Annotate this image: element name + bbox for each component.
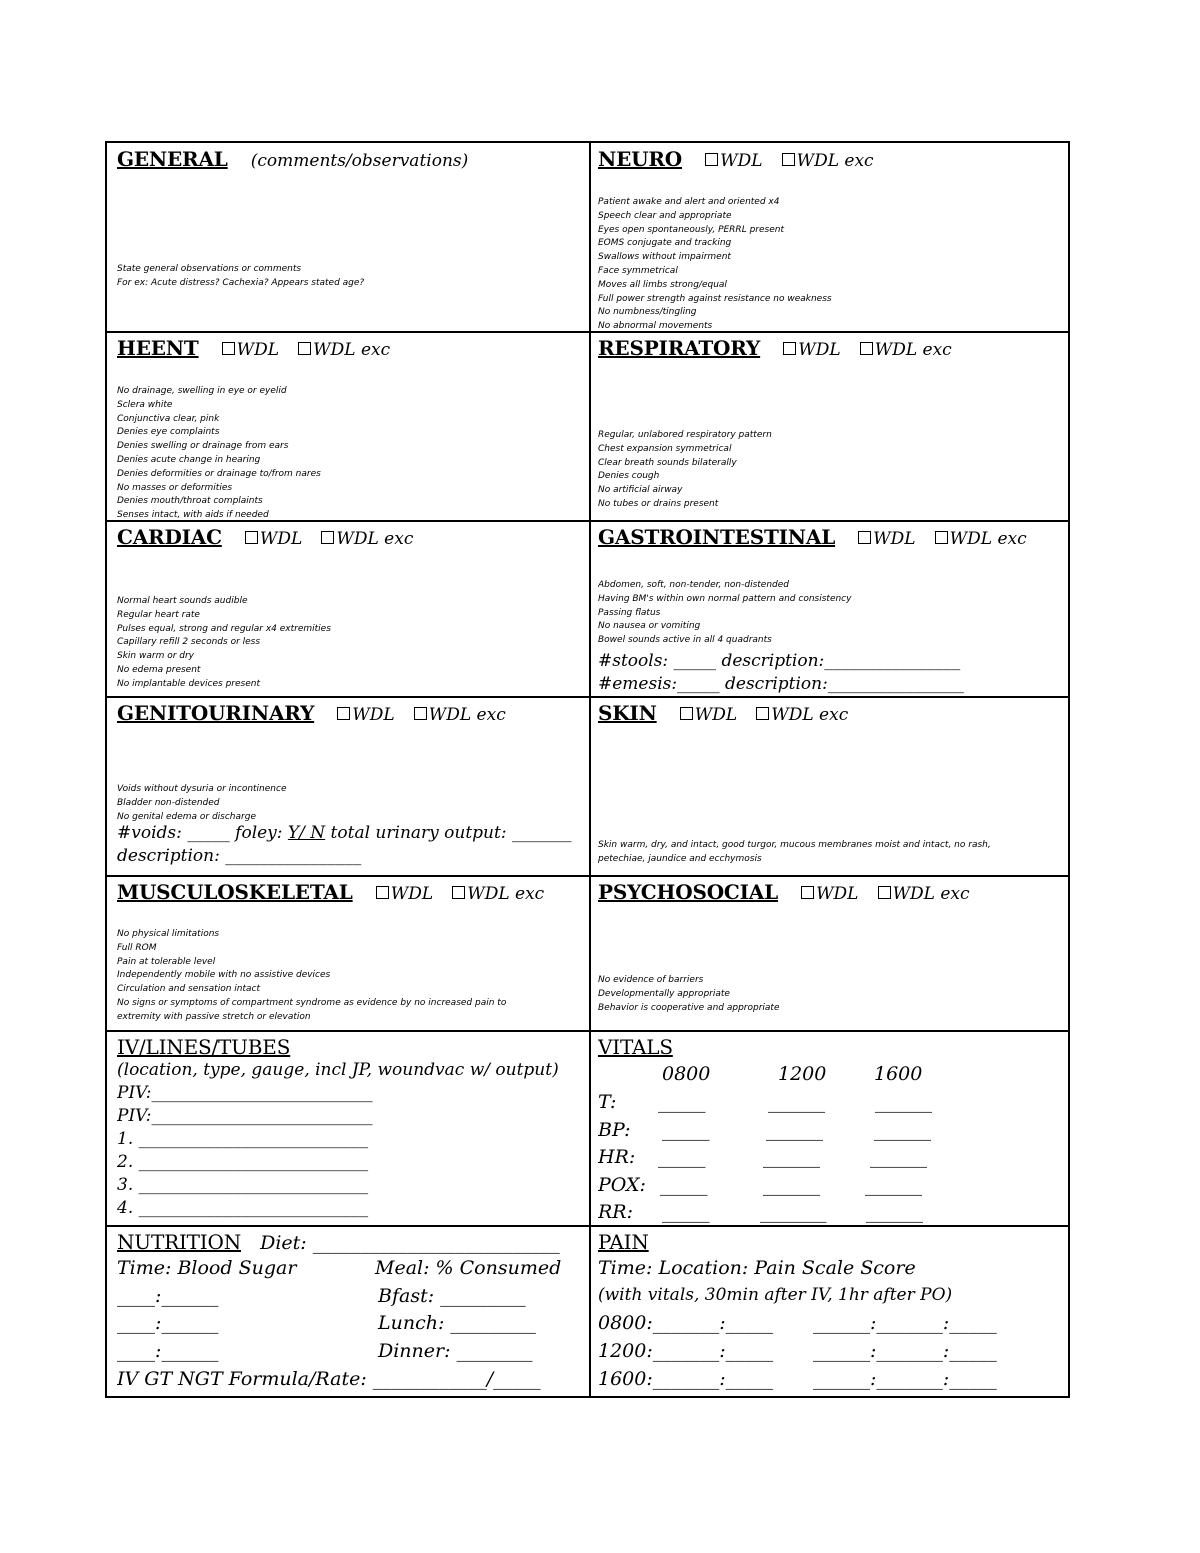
- cardiac-guidance: [117, 595, 331, 692]
- guidance-line: extremity with passive stretch or elevation: [117, 1011, 311, 1022]
- guidance-line: EOMS conjugate and tracking: [598, 238, 732, 249]
- vitals-field[interactable]: ______: [865, 1174, 922, 1196]
- gu-section: [117, 701, 582, 874]
- neuro-wdl-exc-checkbox[interactable]: WDL exc: [782, 151, 874, 171]
- skin-wdl-checkbox[interactable]: WDL: [680, 705, 737, 725]
- vitals-field[interactable]: _____: [662, 1201, 710, 1223]
- guidance-line: Speech clear and appropriate: [598, 210, 732, 221]
- gu-output-fields[interactable]: [117, 822, 571, 868]
- cardiac-section: [117, 525, 582, 695]
- respiratory-wdl-exc-checkbox[interactable]: WDL exc: [860, 340, 952, 360]
- psych-title: PSYCHOSOCIAL: [598, 880, 778, 904]
- gi-guidance: [598, 579, 851, 648]
- iv-lines[interactable]: [117, 1059, 582, 1220]
- row-divider: [107, 1030, 1068, 1032]
- guidance-line: No genital edema or discharge: [117, 811, 256, 822]
- psych-section: [598, 880, 1063, 1029]
- guidance-line: Independently mobile with no assistive devices: [117, 970, 331, 981]
- guidance-line: Having BM's within own normal pattern and consistency: [598, 593, 852, 604]
- guidance-line: Full power strength against resistance no weakness: [598, 293, 832, 304]
- guidance-line: Eyes open spontaneously, PERRL present: [598, 224, 784, 235]
- guidance-line: Pain at tolerable level: [117, 956, 216, 967]
- guidance-line: No masses or deformities: [117, 482, 233, 493]
- pain-title: PAIN: [598, 1230, 649, 1254]
- pain-entry-field[interactable]: 1600:_______:_____: [598, 1368, 774, 1390]
- psych-guidance: [598, 974, 780, 1015]
- guidance-line: No evidence of barriers: [598, 975, 704, 985]
- diet-field[interactable]: Diet: __________________________: [260, 1232, 560, 1254]
- vitals-label: BP:: [598, 1119, 631, 1141]
- row-divider: [107, 875, 1068, 877]
- guidance-line: Patient awake and alert and oriented x4: [598, 197, 780, 207]
- guidance-line: No numbness/tingling: [598, 307, 697, 318]
- neuro-section: [598, 147, 1063, 329]
- cardiac-wdl-checkbox[interactable]: WDL: [245, 529, 302, 549]
- psych-wdl-exc-checkbox[interactable]: WDL exc: [878, 884, 970, 904]
- vitals-field[interactable]: ______: [875, 1091, 932, 1113]
- guidance-line: Voids without dysuria or incontinence: [117, 784, 287, 794]
- gi-wdl-checkbox[interactable]: WDL: [858, 529, 915, 549]
- guidance-line: No signs or symptoms of compartment syndrome as evidence by no increased pain to: [117, 997, 507, 1008]
- heent-wdl-exc-checkbox[interactable]: WDL exc: [298, 340, 390, 360]
- vitals-section: [598, 1035, 1063, 1224]
- guidance-line: No nausea or vomiting: [598, 621, 701, 632]
- guidance-line: No physical limitations: [117, 929, 220, 939]
- guidance-line: Skin warm or dry: [117, 651, 195, 662]
- guidance-line: Passing flatus: [598, 607, 661, 618]
- guidance-line: Regular heart rate: [117, 609, 200, 620]
- pain-entry-field[interactable]: 1200:_______:_____: [598, 1340, 774, 1362]
- guidance-line: No implantable devices present: [117, 678, 260, 689]
- guidance-line: petechiae, jaundice and ecchymosis: [598, 853, 762, 864]
- general-section: [117, 147, 582, 329]
- guidance-line: No edema present: [117, 664, 201, 675]
- skin-section: [598, 701, 1063, 874]
- vitals-field[interactable]: _____: [658, 1091, 706, 1113]
- pain-entry-field[interactable]: 0800:_______:_____: [598, 1312, 774, 1334]
- gi-section: [598, 525, 1063, 695]
- voids-field[interactable]: #voids: _____ foley: Y/ N total urinary output: _______: [117, 823, 572, 843]
- heent-guidance: [117, 385, 321, 519]
- pain-section: [598, 1230, 1063, 1396]
- blood-sugar-field[interactable]: ____:______: [117, 1285, 219, 1307]
- msk-wdl-checkbox[interactable]: WDL: [376, 884, 433, 904]
- guidance-line: Sclera white: [117, 399, 173, 410]
- vitals-label: POX:: [598, 1174, 646, 1196]
- pain-header: Time: Location: Pain Scale Score: [598, 1257, 916, 1279]
- vitals-time: 1200: [778, 1063, 827, 1085]
- gu-description-field[interactable]: description: ________________: [117, 846, 362, 866]
- neuro-wdl-checkbox[interactable]: WDL: [705, 151, 762, 171]
- vitals-field[interactable]: ______: [768, 1091, 825, 1113]
- guidance-line: Moves all limbs strong/equal: [598, 279, 727, 290]
- msk-title: MUSCULOSKELETAL: [117, 880, 353, 904]
- cardiac-title: CARDIAC: [117, 525, 222, 549]
- guidance-line: Chest expansion symmetrical: [598, 443, 732, 454]
- vitals-label: HR:: [598, 1146, 636, 1168]
- foley-yn[interactable]: Y/ N: [287, 823, 326, 843]
- blood-sugar-field[interactable]: ____:______: [117, 1340, 219, 1362]
- gu-wdl-checkbox[interactable]: WDL: [337, 705, 394, 725]
- vitals-field[interactable]: _____: [660, 1174, 708, 1196]
- nutrition-title: NUTRITION: [117, 1230, 241, 1254]
- guidance-line: No tubes or drains present: [598, 498, 719, 509]
- meal-header: Meal: % Consumed: [375, 1257, 562, 1279]
- guidance-line: Behavior is cooperative and appropriate: [598, 1002, 780, 1013]
- row-divider: [107, 696, 1068, 698]
- guidance-line: Denies swelling or drainage from ears: [117, 441, 289, 452]
- neuro-title: NEURO: [598, 147, 683, 171]
- pain-entry-field[interactable]: ______:_______:_____: [813, 1312, 997, 1334]
- guidance-line: Regular, unlabored respiratory pattern: [598, 430, 772, 440]
- emesis-field[interactable]: #emesis:_____ description:________________: [598, 674, 964, 694]
- guidance-line: Circulation and sensation intact: [117, 984, 261, 995]
- guidance-line: Denies mouth/throat complaints: [117, 496, 263, 507]
- gi-output-fields[interactable]: [598, 650, 964, 695]
- guidance-line: Conjunctiva clear, pink: [117, 413, 220, 424]
- formula-rate-field[interactable]: IV GT NGT Formula/Rate: ____________/_____: [117, 1368, 541, 1390]
- guidance-line: Normal heart sounds audible: [117, 596, 248, 606]
- iv-line-field[interactable]: 3. ___________________________: [117, 1175, 369, 1195]
- iv-line-field[interactable]: PIV:__________________________: [117, 1106, 373, 1126]
- guidance-line: Denies cough: [598, 471, 660, 482]
- vitals-label: RR:: [598, 1201, 634, 1223]
- guidance-line: Denies deformities or drainage to/from nares: [117, 468, 321, 479]
- vitals-field[interactable]: ______: [870, 1146, 927, 1168]
- general-title: GENERAL: [117, 147, 228, 171]
- general-note: (comments/observations): [250, 151, 469, 171]
- nutrition-section: [117, 1230, 582, 1396]
- iv-line-field[interactable]: 4. ___________________________: [117, 1198, 369, 1218]
- vitals-field[interactable]: ______: [763, 1174, 820, 1196]
- heent-section: [117, 336, 582, 519]
- iv-title: IV/LINES/TUBES: [117, 1035, 291, 1059]
- meal-field[interactable]: Dinner: ________: [378, 1340, 533, 1362]
- guidance-line: Pulses equal, strong and regular x4 extremities: [117, 623, 331, 634]
- vitals-label: T:: [598, 1091, 617, 1113]
- skin-wdl-exc-checkbox[interactable]: WDL exc: [756, 705, 848, 725]
- guidance-line: Bladder non-distended: [117, 797, 220, 808]
- blood-sugar-field[interactable]: ____:______: [117, 1312, 219, 1334]
- vitals-field[interactable]: ______: [874, 1119, 931, 1141]
- guidance-line: Skin warm, dry, and intact, good turgor, mucous membranes moist and intact, no rash,: [598, 840, 991, 850]
- vitals-field[interactable]: _____: [662, 1119, 710, 1141]
- guidance-line: Abdomen, soft, non-tender, non-distended: [598, 580, 790, 590]
- iv-line-field[interactable]: 2. ___________________________: [117, 1152, 369, 1172]
- pain-note: (with vitals, 30min after IV, 1hr after PO): [598, 1285, 953, 1305]
- pain-entry-field[interactable]: ______:_______:_____: [813, 1368, 997, 1390]
- guidance-line: No abnormal movements: [598, 321, 713, 329]
- gu-wdl-exc-checkbox[interactable]: WDL exc: [414, 705, 506, 725]
- vitals-field[interactable]: _______: [760, 1201, 827, 1223]
- msk-guidance: [117, 928, 506, 1025]
- pain-entry-field[interactable]: ______:_______:_____: [813, 1340, 997, 1362]
- stools-field[interactable]: #stools: _____ description:________________: [598, 651, 961, 671]
- gi-wdl-exc-checkbox[interactable]: WDL exc: [935, 529, 1027, 549]
- vitals-field[interactable]: ______: [866, 1201, 923, 1223]
- msk-section: [117, 880, 582, 1029]
- guidance-line: For ex: Acute distress? Cachexia? Appears stated age?: [117, 277, 365, 288]
- meal-field[interactable]: Bfast: _________: [378, 1285, 526, 1307]
- guidance-line: Bowel sounds active in all 4 quadrants: [598, 635, 772, 646]
- guidance-line: Denies eye complaints: [117, 427, 220, 438]
- heent-wdl-checkbox[interactable]: WDL: [222, 340, 279, 360]
- respiratory-guidance: [598, 429, 772, 512]
- vitals-field[interactable]: ______: [763, 1146, 820, 1168]
- msk-wdl-exc-checkbox[interactable]: WDL exc: [452, 884, 544, 904]
- iv-line-field[interactable]: PIV:__________________________: [117, 1083, 373, 1103]
- guidance-line: Swallows without impairment: [598, 252, 731, 263]
- assessment-form: [105, 141, 1070, 1398]
- row-divider: [107, 520, 1068, 522]
- guidance-line: Senses intact, with aids if needed: [117, 510, 269, 519]
- guidance-line: Full ROM: [117, 942, 157, 953]
- row-divider: [107, 1225, 1068, 1227]
- blood-sugar-header: Time: Blood Sugar: [117, 1257, 297, 1279]
- skin-guidance: [598, 839, 991, 867]
- cardiac-wdl-exc-checkbox[interactable]: WDL exc: [321, 529, 413, 549]
- vitals-time: 0800: [662, 1063, 711, 1085]
- respiratory-section: [598, 336, 1063, 519]
- iv-note: (location, type, gauge, incl JP, woundvac w/ output): [117, 1060, 559, 1080]
- vitals-title: VITALS: [598, 1035, 673, 1059]
- guidance-line: Capillary refill 2 seconds or less: [117, 637, 261, 648]
- gu-title: GENITOURINARY: [117, 701, 315, 725]
- guidance-line: No drainage, swelling in eye or eyelid: [117, 386, 287, 396]
- guidance-line: State general observations or comments: [117, 264, 302, 274]
- row-divider: [107, 331, 1068, 333]
- guidance-line: Developmentally appropriate: [598, 988, 730, 999]
- respiratory-wdl-checkbox[interactable]: WDL: [783, 340, 840, 360]
- guidance-line: Face symmetrical: [598, 265, 678, 276]
- skin-title: SKIN: [598, 701, 657, 725]
- guidance-line: No artificial airway: [598, 485, 683, 496]
- iv-section: [117, 1035, 582, 1224]
- vitals-time: 1600: [874, 1063, 923, 1085]
- gu-guidance: [117, 783, 287, 824]
- neuro-guidance: [598, 196, 832, 329]
- respiratory-title: RESPIRATORY: [598, 336, 761, 360]
- vitals-field[interactable]: _____: [658, 1146, 706, 1168]
- heent-title: HEENT: [117, 336, 199, 360]
- gi-title: GASTROINTESTINAL: [598, 525, 836, 549]
- general-guidance: [117, 263, 364, 291]
- guidance-line: Clear breath sounds bilaterally: [598, 457, 737, 468]
- iv-line-field[interactable]: 1. ___________________________: [117, 1129, 369, 1149]
- psych-wdl-checkbox[interactable]: WDL: [801, 884, 858, 904]
- guidance-line: Denies acute change in hearing: [117, 454, 261, 465]
- vitals-field[interactable]: ______: [766, 1119, 823, 1141]
- meal-field[interactable]: Lunch: _________: [378, 1312, 536, 1334]
